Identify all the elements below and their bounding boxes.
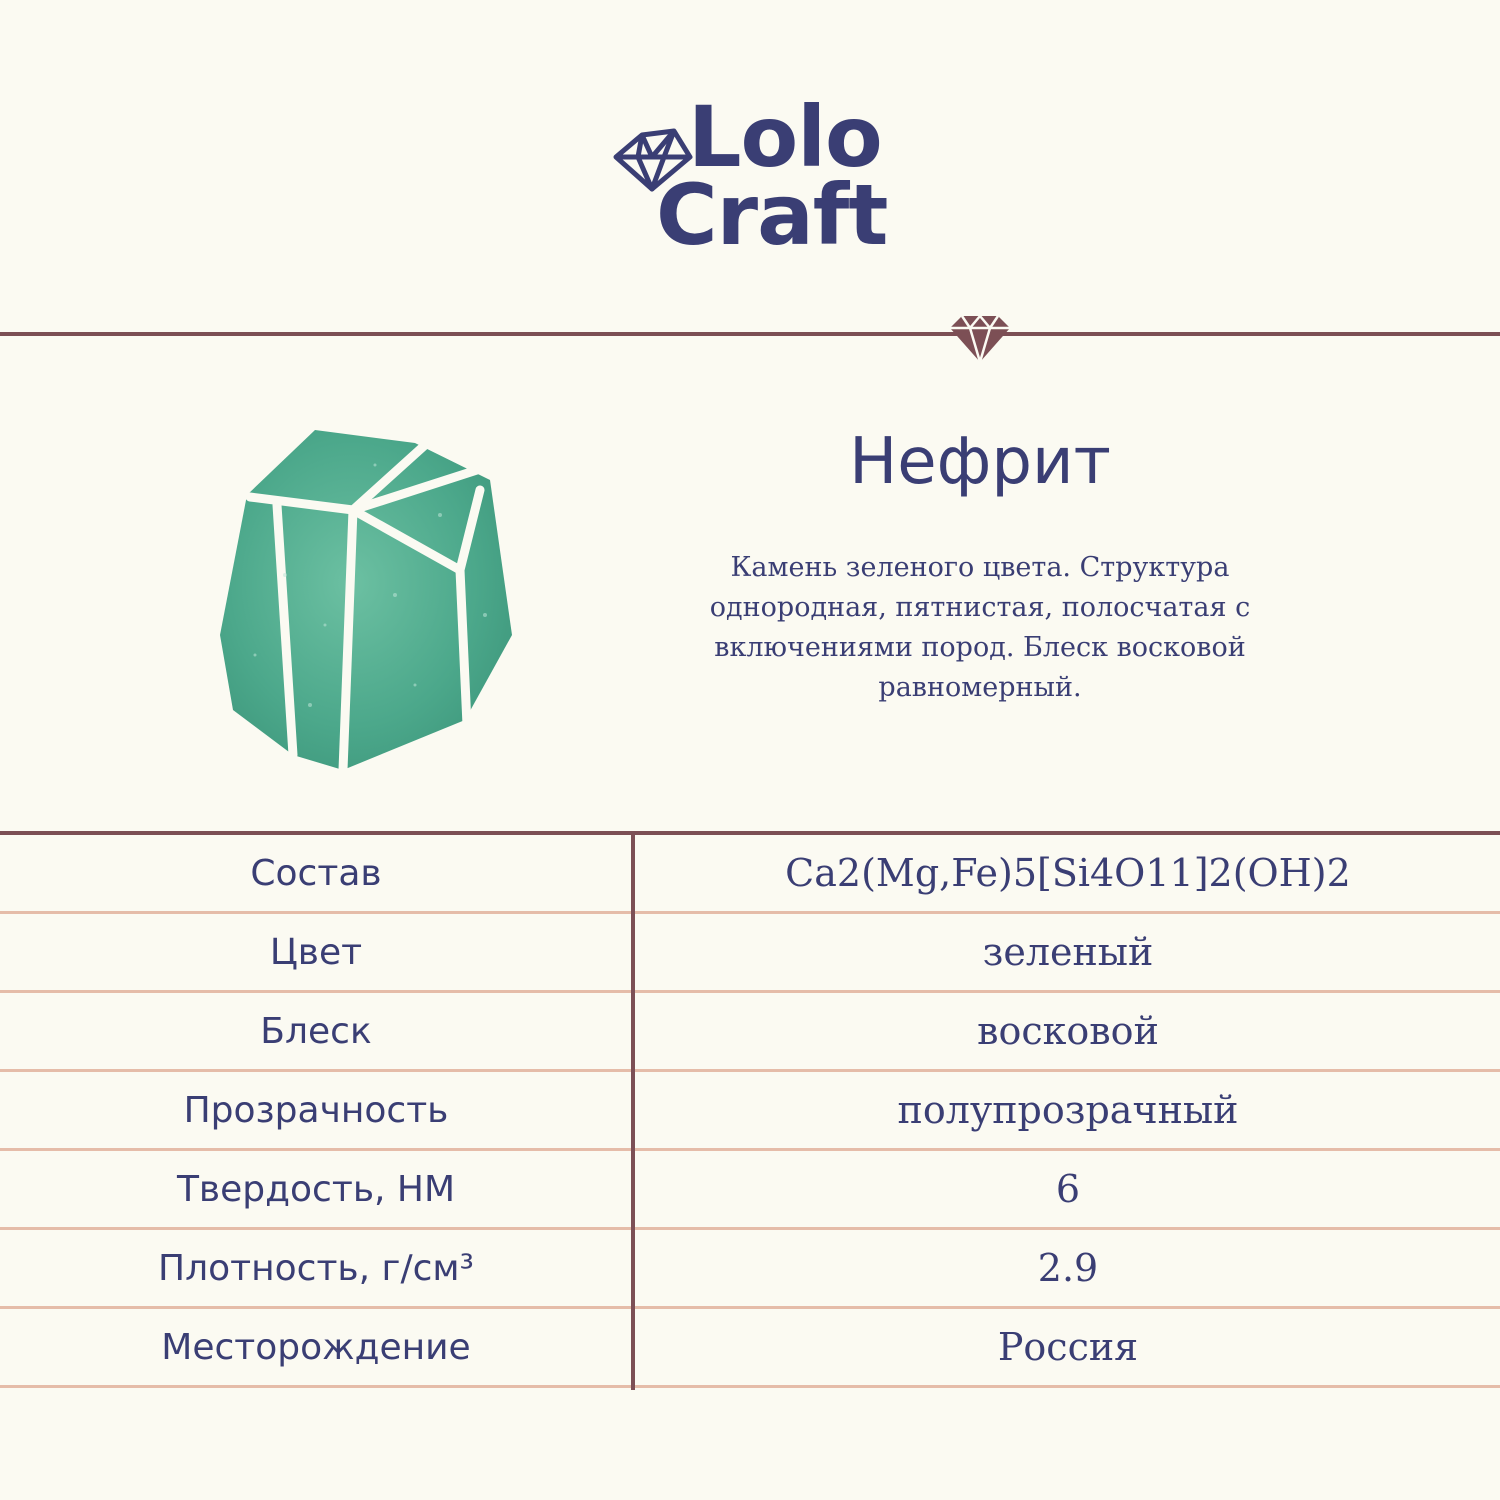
property-value: зеленый xyxy=(982,930,1154,974)
property-value: полупрозрачный xyxy=(897,1088,1239,1132)
brand-logo xyxy=(612,88,892,264)
table-row xyxy=(0,1309,1500,1388)
property-value: восковой xyxy=(977,1009,1159,1053)
property-label: Прозрачность xyxy=(183,1089,449,1131)
property-label: Месторождение xyxy=(161,1326,471,1368)
section-divider xyxy=(0,332,1500,336)
property-label: Состав xyxy=(250,852,382,894)
property-label: Твердость, НМ xyxy=(176,1168,456,1210)
table-row xyxy=(0,1072,1500,1151)
stone-title: Нефрит xyxy=(849,425,1111,499)
table-row xyxy=(0,1230,1500,1309)
stone-description: Камень зеленого цвета. Структура однородная, пятнистая, полосчатая с включениями пород. Блеск восковой равномерный. xyxy=(709,552,1251,703)
table-column-rule xyxy=(631,835,635,1390)
property-value: 6 xyxy=(1055,1167,1081,1211)
diamond-icon xyxy=(948,314,1012,364)
property-value: Ca2(Mg,Fe)5[Si4O11]2(OH)2 xyxy=(785,851,1351,895)
properties-table xyxy=(0,835,1500,1388)
property-value: 2.9 xyxy=(1037,1246,1099,1290)
property-value: Россия xyxy=(997,1325,1139,1369)
table-row xyxy=(0,835,1500,914)
property-label: Плотность, г/см³ xyxy=(158,1247,474,1289)
brand-name-line2: Craft xyxy=(656,166,888,264)
table-row xyxy=(0,914,1500,993)
property-label: Блеск xyxy=(260,1010,372,1052)
property-label: Цвет xyxy=(269,931,363,973)
brand-name-line1: Lolo xyxy=(688,88,882,186)
jade-stone-illustration xyxy=(215,425,520,775)
table-row xyxy=(0,1151,1500,1230)
table-row xyxy=(0,993,1500,1072)
